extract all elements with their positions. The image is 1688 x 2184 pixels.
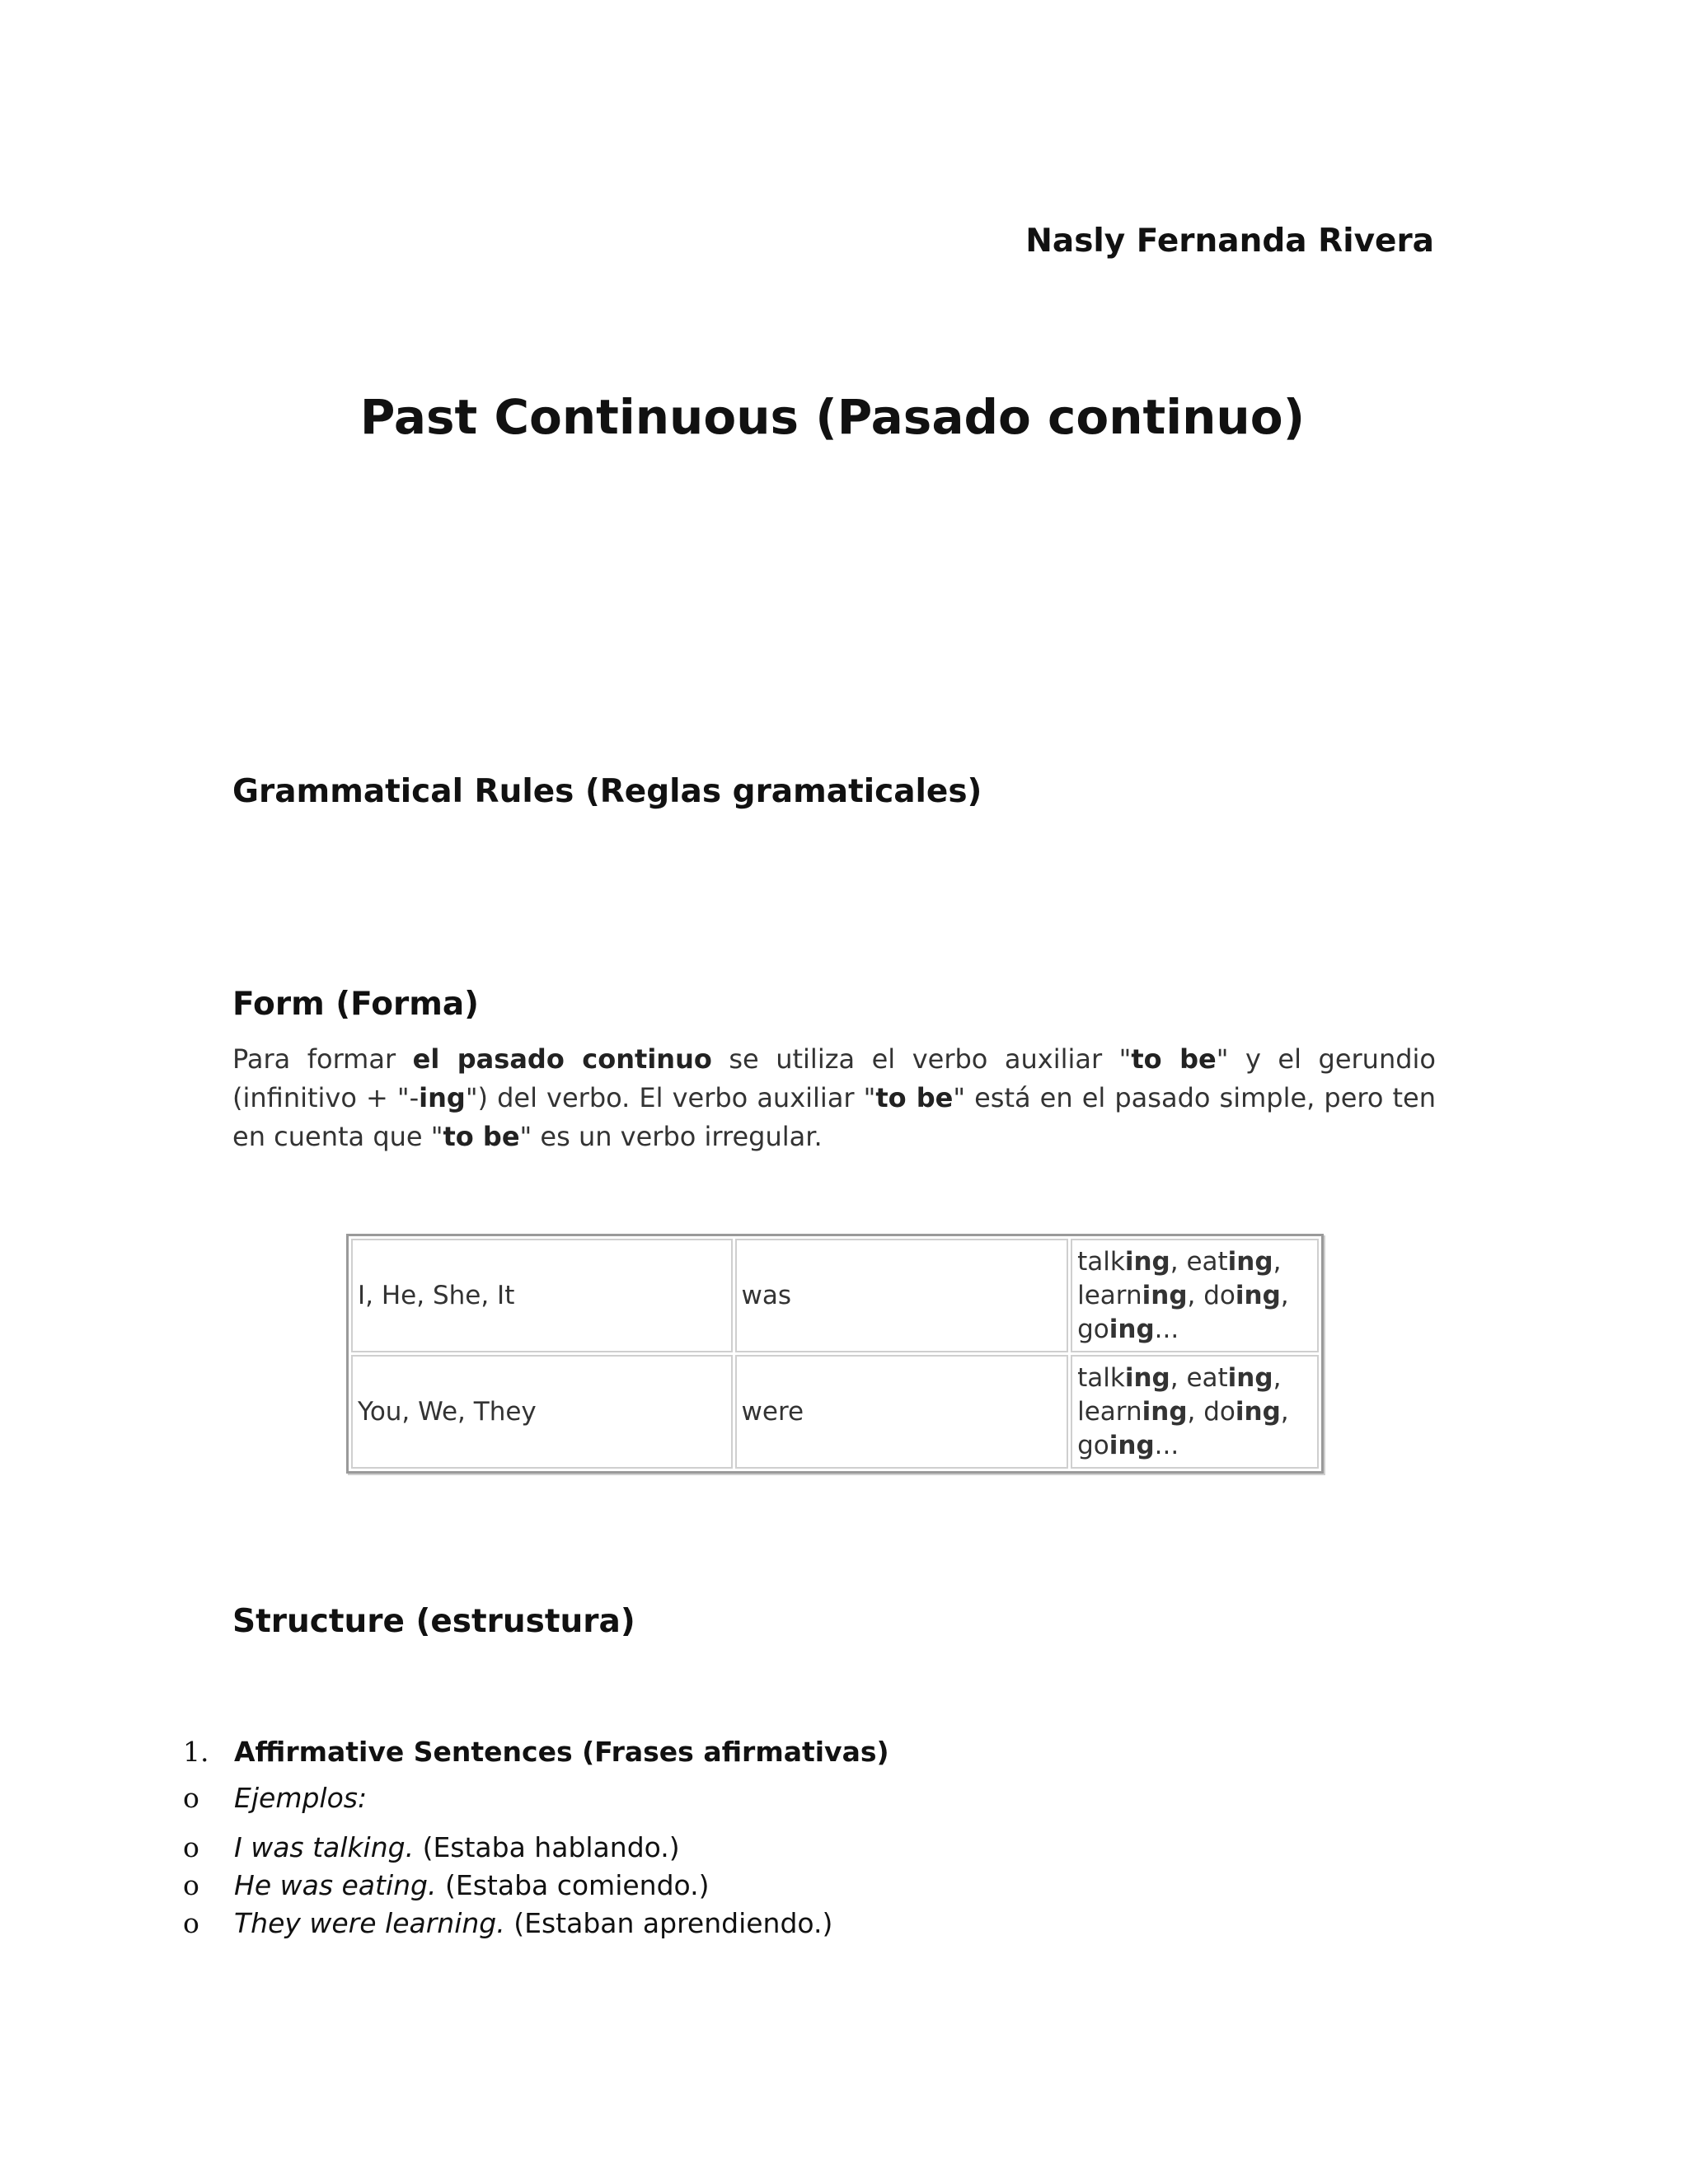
gerund-suffix: ing: [1235, 1396, 1281, 1427]
gerund-line: [1077, 1245, 1312, 1279]
bold-term: to be: [443, 1121, 520, 1152]
gerund-suffix: ing: [1109, 1314, 1155, 1344]
bullet-marker: o: [183, 1907, 199, 1939]
example-spanish: (Estaba comiendo.): [436, 1869, 710, 1901]
gerund-suffix: ing: [1109, 1430, 1155, 1460]
bold-term: el pasado continuo: [412, 1043, 712, 1075]
gerund-text: , eat: [1170, 1246, 1228, 1277]
gerund-text: learn: [1077, 1280, 1142, 1310]
subject-cell: I, He, She, It: [351, 1239, 733, 1352]
example-item: [183, 1907, 832, 1939]
gerund-text: ...: [1154, 1430, 1179, 1460]
paragraph-text: " está en el pasado simple, pero ten en cuenta que ": [232, 1082, 1437, 1152]
gerund-line: [1077, 1313, 1312, 1347]
examples-label-item: [183, 1782, 367, 1814]
form-paragraph: [232, 1040, 1436, 1156]
gerund-cell: [1071, 1239, 1319, 1352]
bold-term: to be: [875, 1082, 954, 1113]
subject-cell: You, We, They: [351, 1355, 733, 1469]
gerund-text: ,: [1273, 1246, 1282, 1277]
conjugation-table: [346, 1234, 1324, 1474]
gerund-suffix: ing: [1142, 1396, 1188, 1427]
auxiliary-cell: was: [735, 1239, 1069, 1352]
example-english: He was eating.: [234, 1869, 437, 1901]
gerund-text: go: [1077, 1430, 1109, 1460]
table-row: [351, 1239, 1319, 1352]
bold-term: ing: [419, 1082, 466, 1113]
gerund-line: [1077, 1361, 1312, 1395]
list-number: 1.: [183, 1736, 209, 1768]
bullet-marker: o: [183, 1782, 199, 1814]
author-name: Nasly Fernanda Rivera: [1025, 223, 1434, 260]
bullet-marker: o: [183, 1831, 199, 1863]
paragraph-text: " y el gerundio (infinitivo + "-: [232, 1043, 1437, 1113]
affirmative-heading: Affirmative Sentences (Frases afirmativas): [234, 1736, 889, 1768]
gerund-text: talk: [1077, 1362, 1125, 1393]
gerund-text: talk: [1077, 1246, 1125, 1277]
paragraph-text: ") del verbo. El verbo auxiliar ": [465, 1082, 876, 1113]
gerund-text: ,: [1280, 1280, 1289, 1310]
examples-label: Ejemplos:: [234, 1782, 368, 1814]
example-english: I was talking.: [234, 1831, 415, 1863]
affirmative-list-item: [183, 1736, 889, 1768]
gerund-suffix: ing: [1227, 1246, 1273, 1277]
structure-heading: Structure (estrustura): [232, 1603, 635, 1640]
paragraph-text: " es un verbo irregular.: [519, 1121, 823, 1152]
gerund-text: learn: [1077, 1396, 1142, 1427]
paragraph-text: se utiliza el verbo auxiliar ": [711, 1043, 1132, 1075]
gerund-text: ,: [1280, 1396, 1289, 1427]
gerund-suffix: ing: [1124, 1362, 1170, 1393]
gerund-text: , eat: [1170, 1362, 1228, 1393]
gerund-suffix: ing: [1142, 1280, 1188, 1310]
example-item: [183, 1869, 710, 1901]
gerund-suffix: ing: [1124, 1246, 1170, 1277]
paragraph-text: Para formar: [232, 1043, 413, 1075]
gerund-line: [1077, 1395, 1312, 1429]
example-spanish: (Estaba hablando.): [414, 1831, 680, 1863]
gerund-text: ,: [1273, 1362, 1282, 1393]
gerund-line: [1077, 1279, 1312, 1313]
gerund-text: , do: [1187, 1396, 1236, 1427]
table-row: [351, 1355, 1319, 1469]
gerund-suffix: ing: [1235, 1280, 1281, 1310]
gerund-suffix: ing: [1227, 1362, 1273, 1393]
bullet-marker: o: [183, 1869, 199, 1901]
gerund-text: , do: [1187, 1280, 1236, 1310]
example-item: [183, 1831, 680, 1863]
gerund-text: ...: [1154, 1314, 1179, 1344]
gerund-text: go: [1077, 1314, 1109, 1344]
example-english: They were learning.: [234, 1907, 505, 1939]
auxiliary-cell: were: [735, 1355, 1069, 1469]
grammatical-rules-heading: Grammatical Rules (Reglas gramaticales): [232, 773, 982, 810]
document-title: Past Continuous (Pasado continuo): [359, 389, 1306, 445]
gerund-cell: [1071, 1355, 1319, 1469]
example-spanish: (Estaban aprendiendo.): [504, 1907, 833, 1939]
bold-term: to be: [1131, 1043, 1217, 1075]
gerund-line: [1077, 1429, 1312, 1463]
form-heading: Form (Forma): [232, 986, 479, 1023]
